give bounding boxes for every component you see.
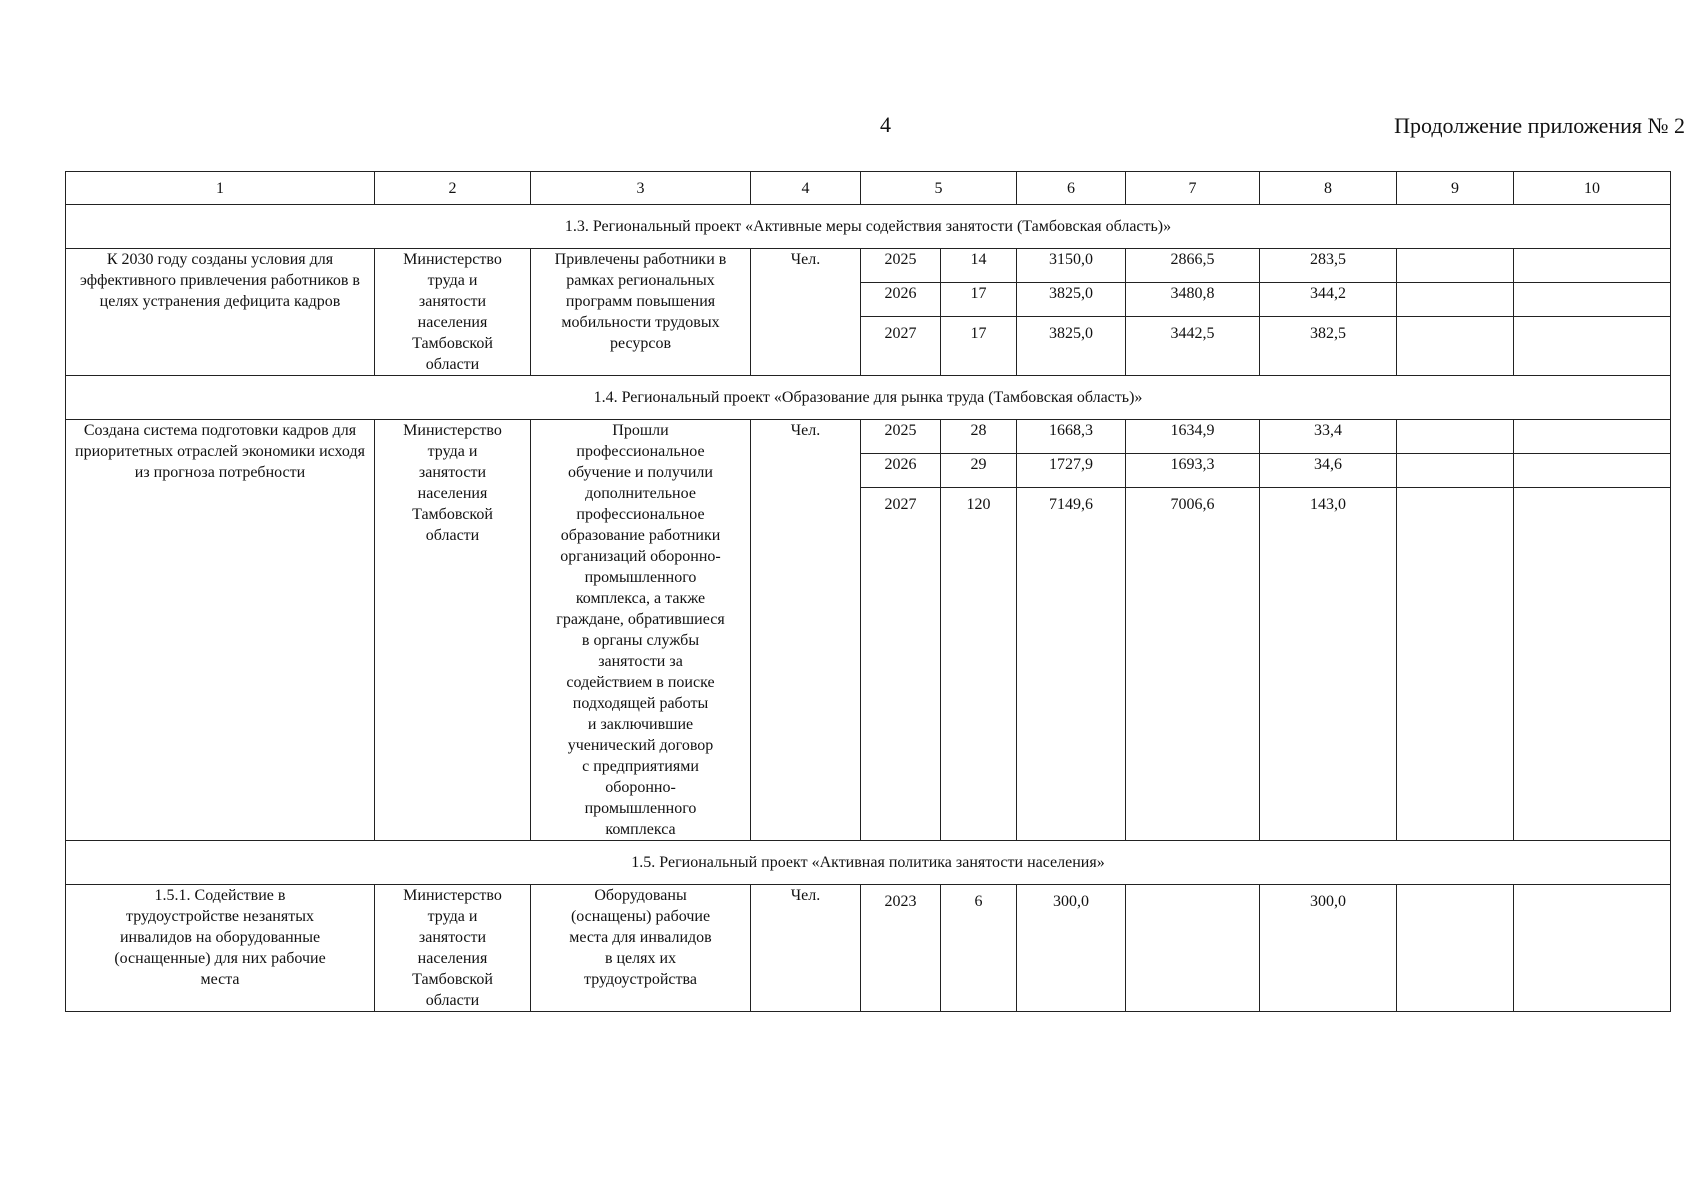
column-header: 9 [1397,172,1514,205]
column-header: 10 [1514,172,1671,205]
col8-cell: 300,0 [1260,885,1397,1012]
program-table [65,171,1671,1012]
col7-cell [1126,885,1260,1012]
year-cell: 2026 [861,454,941,488]
result-cell: Создана система подготовки кадров для приоритетных отраслей экономики исходя из прогноза потребности [66,420,375,841]
column-header: 1 [66,172,375,205]
total-cell: 3150,0 [1017,249,1126,283]
unit-cell: Чел. [751,249,861,376]
section-title-row [66,841,1671,885]
col10-cell [1514,885,1671,1012]
section-title-row [66,376,1671,420]
col8-cell: 33,4 [1260,420,1397,454]
value-cell: 120 [941,488,1017,841]
responsible-cell: Министерство труда и занятости населения Тамбовской области [375,885,531,1012]
col7-cell: 7006,6 [1126,488,1260,841]
col8-cell: 283,5 [1260,249,1397,283]
col8-cell: 143,0 [1260,488,1397,841]
total-cell: 3825,0 [1017,317,1126,376]
responsible-cell: Министерство труда и занятости населения Тамбовской области [375,420,531,841]
unit-cell: Чел. [751,420,861,841]
col8-cell: 344,2 [1260,283,1397,317]
result-cell: К 2030 году созданы условия для эффективного привлечения работников в целях устранения дефицита кадров [66,249,375,376]
col10-cell [1514,488,1671,841]
annex-title: Продолжение приложения № 2 [1394,113,1685,138]
column-header: 7 [1126,172,1260,205]
value-cell: 14 [941,249,1017,283]
column-header: 2 [375,172,531,205]
col9-cell [1397,454,1514,488]
col7-cell: 3442,5 [1126,317,1260,376]
col10-cell [1514,283,1671,317]
column-header: 4 [751,172,861,205]
total-cell: 3825,0 [1017,283,1126,317]
value-cell: 29 [941,454,1017,488]
year-cell: 2026 [861,283,941,317]
col9-cell [1397,488,1514,841]
col10-cell [1514,317,1671,376]
section-title: 1.5. Региональный проект «Активная политика занятости населения» [66,841,1671,885]
year-cell: 2025 [861,249,941,283]
col9-cell [1397,283,1514,317]
value-cell: 17 [941,317,1017,376]
indicator-cell: Оборудованы (оснащены) рабочие места для инвалидов в целях их трудоустройства [531,885,751,1012]
col7-cell: 3480,8 [1126,283,1260,317]
col7-cell: 1693,3 [1126,454,1260,488]
value-cell: 17 [941,283,1017,317]
col10-cell [1514,249,1671,283]
col9-cell [1397,249,1514,283]
value-cell: 6 [941,885,1017,1012]
year-cell: 2025 [861,420,941,454]
table-row [66,249,1671,283]
year-cell: 2023 [861,885,941,1012]
column-header: 8 [1260,172,1397,205]
column-header: 3 [531,172,751,205]
col9-cell [1397,317,1514,376]
total-cell: 1727,9 [1017,454,1126,488]
col8-cell: 34,6 [1260,454,1397,488]
column-header: 5 [861,172,1017,205]
col9-cell [1397,420,1514,454]
responsible-cell: Министерство труда и занятости населения Тамбовской области [375,249,531,376]
page-number: 4 [880,112,891,137]
total-cell: 7149,6 [1017,488,1126,841]
value-cell: 28 [941,420,1017,454]
unit-cell: Чел. [751,885,861,1012]
col9-cell [1397,885,1514,1012]
indicator-cell: Прошли профессиональное обучение и получили дополнительное профессиональное образование работники организаций оборонно- промышленного комплекса, а также граждане, обратившиеся в органы службы занятости за содействием в поиске подходящей работы и заключившие ученический договор с предприятиями оборонно- промышленного комплекса [531,420,751,841]
total-cell: 1668,3 [1017,420,1126,454]
section-title: 1.4. Региональный проект «Образование для рынка труда (Тамбовская область)» [66,376,1671,420]
col8-cell: 382,5 [1260,317,1397,376]
total-cell: 300,0 [1017,885,1126,1012]
section-title-row [66,205,1671,249]
indicator-cell: Привлечены работники в рамках региональных программ повышения мобильности трудовых ресурсов [531,249,751,376]
column-header-row [66,172,1671,205]
column-header: 6 [1017,172,1126,205]
col10-cell [1514,454,1671,488]
col7-cell: 1634,9 [1126,420,1260,454]
section-title: 1.3. Региональный проект «Активные меры содействия занятости (Тамбовская область)» [66,205,1671,249]
col7-cell: 2866,5 [1126,249,1260,283]
table-row [66,420,1671,454]
year-cell: 2027 [861,488,941,841]
result-cell: 1.5.1. Содействие в трудоустройстве незанятых инвалидов на оборудованные (оснащенные) для них рабочие места [66,885,375,1012]
col10-cell [1514,420,1671,454]
year-cell: 2027 [861,317,941,376]
